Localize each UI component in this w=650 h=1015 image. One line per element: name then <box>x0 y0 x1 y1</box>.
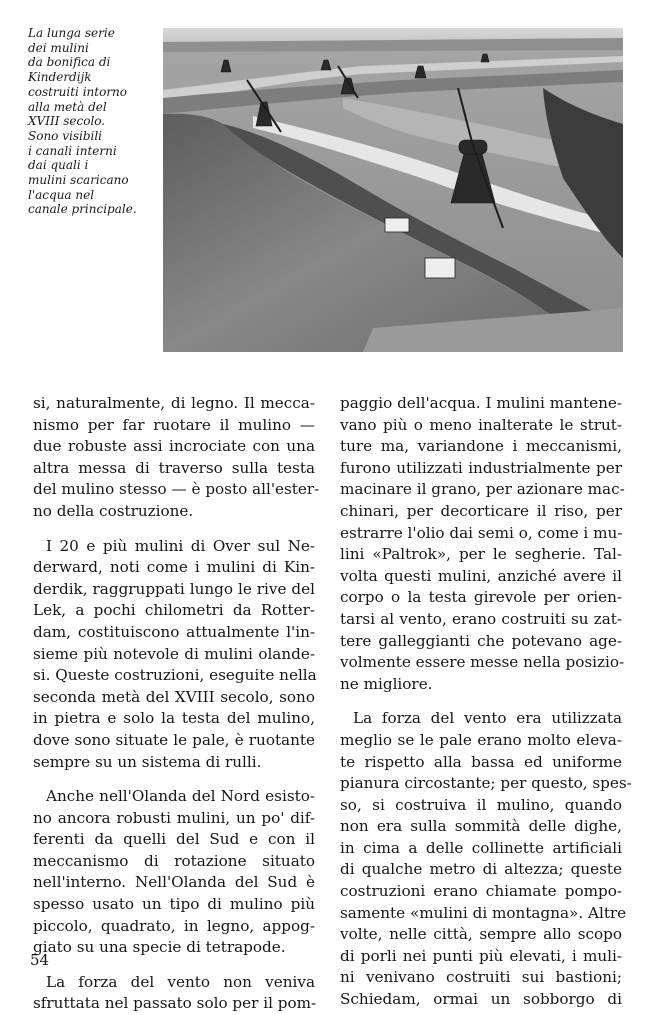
text-line: tarsi al vento, erano costruiti su zat- <box>340 609 622 628</box>
caption-line: dei mulini <box>28 40 89 55</box>
text-line: furono utilizzati industrialmente per <box>340 458 622 477</box>
text-line: tere galleggianti che potevano age- <box>340 631 622 650</box>
text-line: due robuste assi incrociate con una <box>33 437 315 456</box>
photo-caption <box>28 26 150 217</box>
text-line: dove sono situate le pale, è ruotante <box>33 730 315 749</box>
text-line: meglio se le pale erano molto eleva- <box>340 730 622 749</box>
caption-line: canale principale. <box>28 202 137 217</box>
text-line: Anche nell'Olanda del Nord esisto- <box>46 787 315 806</box>
text-line: so, si costruiva il mulino, quando <box>340 795 622 814</box>
text-line: dam, costituiscono attualmente l'in- <box>33 622 315 641</box>
text-line: samente «mulini di montagna». Altre <box>340 903 627 922</box>
text-line: non era sulla sommità delle dighe, <box>340 817 622 836</box>
text-line: vano più o meno inalterate le strut- <box>340 415 622 434</box>
aerial-windmills-canal-photo <box>163 28 623 352</box>
page-number: 54 <box>30 951 50 969</box>
caption-line: alla metà del <box>28 99 107 114</box>
text-line: paggio dell'acqua. I mulini mantene- <box>340 394 622 412</box>
text-line: spesso usato un tipo di mulino più <box>33 895 315 914</box>
text-line: La forza del vento non veniva <box>46 972 315 991</box>
caption-line: mulini scaricano <box>28 173 129 188</box>
text-line: si, naturalmente, di legno. Il mecca- <box>33 394 315 412</box>
text-line: te rispetto alla bassa ed uniforme <box>340 752 622 771</box>
caption-line: XVIII secolo. <box>28 114 106 129</box>
caption-line: da bonifica di <box>28 55 111 70</box>
text-line: volta questi mulini, anziché avere il <box>340 566 622 585</box>
text-line: I 20 e più mulini di Over sul Ne- <box>46 536 315 555</box>
text-line: chinari, per decorticare il riso, per <box>340 501 622 520</box>
text-line: volte, nelle città, sempre allo scopo <box>340 925 622 944</box>
text-line: ture ma, variandone i meccanismi, <box>340 437 622 456</box>
left-text-column <box>33 393 320 1015</box>
text-line: ne migliore. <box>340 674 433 693</box>
windmills-photo <box>163 28 623 352</box>
text-line: Lek, a pochi chilometri da Rotter- <box>33 601 315 620</box>
text-line: del mulino stesso — è posto all'ester- <box>33 480 320 499</box>
caption-line: Sono visibili <box>28 128 103 143</box>
text-line: corpo o la testa girevole per orien- <box>340 588 622 607</box>
text-line: sempre su un sistema di rulli. <box>33 752 262 771</box>
caption-line: costruiti intorno <box>28 84 128 99</box>
text-line: volmente essere messe nella posizio- <box>340 653 625 672</box>
right-text-column <box>340 393 632 1011</box>
caption-line: l'acqua nel <box>28 187 95 202</box>
text-line: derdik, raggruppati lungo le rive del <box>33 579 315 598</box>
text-line: in cima a delle collinette artificiali <box>340 838 622 857</box>
caption-line: La lunga serie <box>28 26 115 40</box>
caption-line: dai quali i <box>28 158 89 173</box>
text-line: seconda metà del XVIII secolo, sono <box>33 687 315 706</box>
text-line: macinare il grano, per azionare mac- <box>340 480 625 499</box>
text-line: La forza del vento era utilizzata <box>353 709 622 728</box>
text-line: di porli nei punti più elevati, i muli- <box>340 946 622 965</box>
text-line: ni venivano costruiti sui bastioni; <box>340 968 622 987</box>
caption-line: i canali interni <box>28 143 117 158</box>
text-line: pianura circostante; per questo, spes- <box>340 774 632 793</box>
text-line: estrarre l'olio dai semi o, come i mu- <box>340 523 623 542</box>
caption-line: Kinderdijk <box>28 70 92 85</box>
text-line: di qualche metro di altezza; queste <box>340 860 622 879</box>
text-line: in pietra e solo la testa del mulino, <box>33 709 315 728</box>
text-line: sieme più notevole di mulini olande- <box>33 644 315 663</box>
text-line: giato su una specie di tetrapode. <box>33 938 286 957</box>
text-line: Schiedam, ormai un sobborgo di <box>340 990 622 1009</box>
text-line: nell'interno. Nell'Olanda del Sud è <box>33 873 315 892</box>
text-line: piccolo, quadrato, in legno, appog- <box>33 916 315 935</box>
text-line: sfruttata nel passato solo per il pom- <box>33 994 317 1013</box>
text-line: derward, noti come i mulini di Kin- <box>33 558 315 577</box>
text-line: lini «Paltrok», per le segherie. Tal- <box>340 545 622 564</box>
text-line: ferenti da quelli del Sud e con il <box>33 830 315 849</box>
text-line: si. Queste costruzioni, eseguite nella <box>33 666 317 685</box>
text-line: altra messa di traverso sulla testa <box>33 458 315 477</box>
text-line: no ancora robusti mulini, un po' dif- <box>33 808 315 827</box>
text-line: costruzioni erano chiamate pompo- <box>340 882 622 901</box>
text-line: no della costruzione. <box>33 501 194 520</box>
text-line: meccanismo di rotazione situato <box>33 851 315 870</box>
text-line: nismo per far ruotare il mulino — <box>33 415 315 434</box>
